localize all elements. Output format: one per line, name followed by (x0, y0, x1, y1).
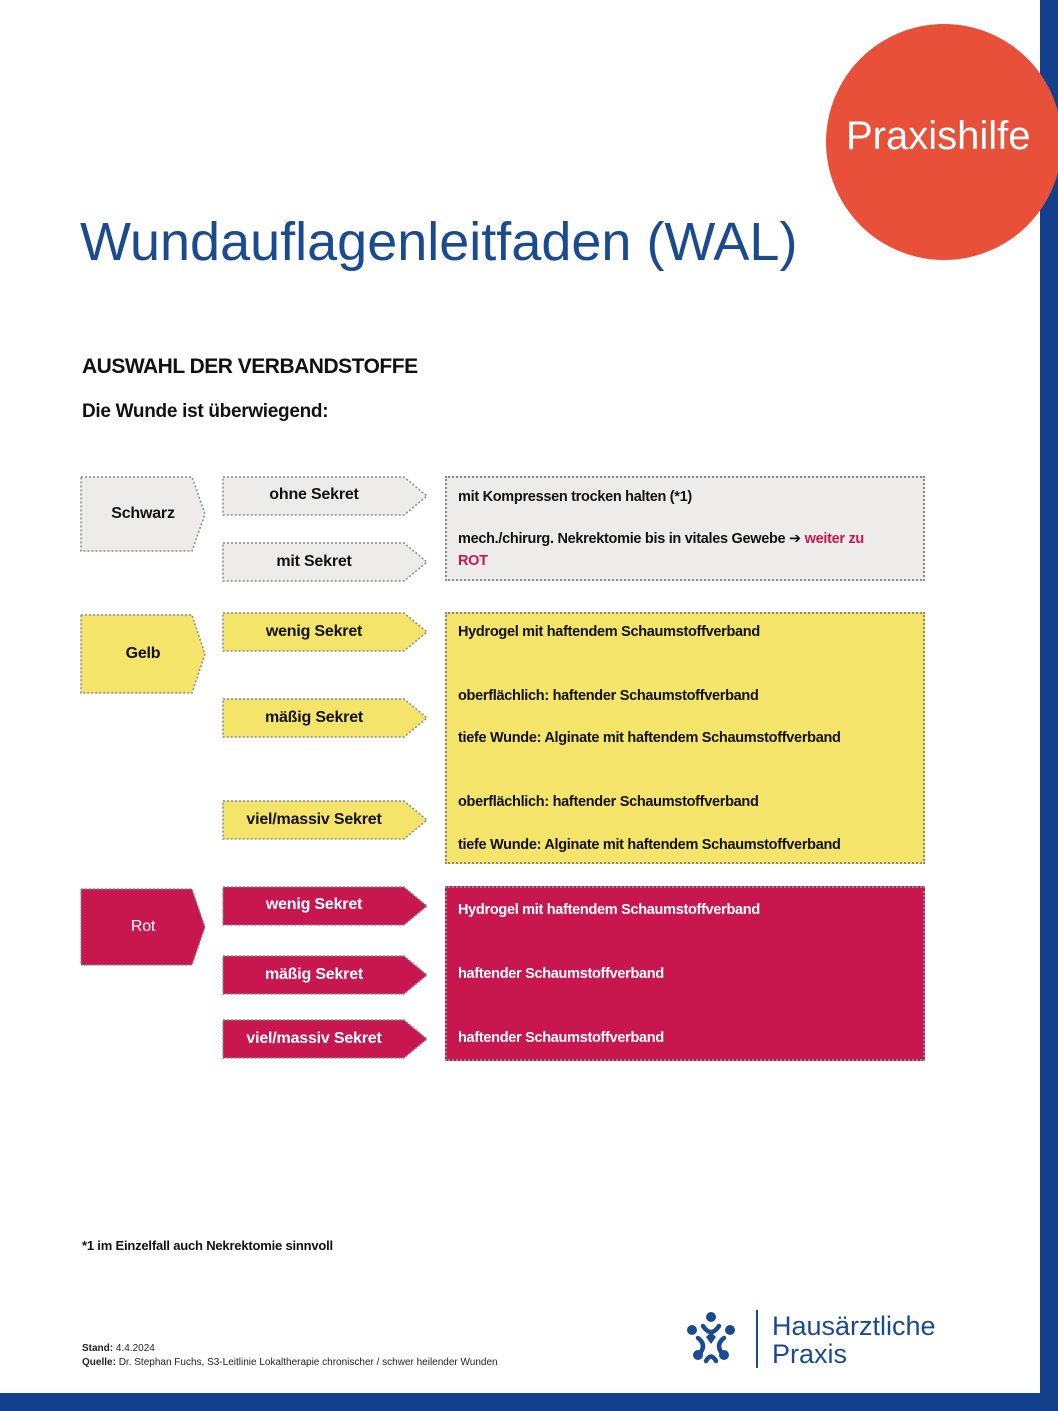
category-rot (80, 888, 206, 966)
exudate-rot-viel-massiv-sekret (222, 1019, 428, 1059)
category-schwarz (80, 476, 206, 552)
exudate-gelb-maessig-sekret (222, 698, 428, 738)
logo-text-line1: Hausärztliche (772, 1311, 936, 1341)
exudate-rot-maessig-sekret (222, 955, 428, 995)
page-title: Wundauflagenleitfaden (WAL) (80, 212, 798, 272)
exudate-label: mit Sekret (276, 553, 352, 570)
logo-text-line2: Praxis (772, 1339, 848, 1369)
category-gelb (80, 614, 206, 694)
recommendation-text (458, 528, 864, 550)
exudate-schwarz-mit-sekret (222, 542, 428, 582)
stand-line (82, 1343, 155, 1354)
exudate-label: wenig Sekret (265, 896, 363, 913)
exudate-label: mäßig Sekret (264, 966, 364, 983)
exudate-gelb-viel-massiv-sekret (222, 800, 428, 840)
recommendation-text: mit Kompressen trocken halten (*1) (458, 489, 692, 505)
logo-divider (756, 1310, 758, 1368)
recommendation-text-main: mech./chirurg. Nekrektomie bis in vitales Gewebe ➔ (458, 531, 801, 547)
stand-label: Stand: (82, 1343, 114, 1354)
recommendation-text: oberflächlich: haftender Schaumstoffverband (458, 794, 759, 810)
bottom-edge-bar (0, 1393, 1058, 1411)
people-circle-logo-icon (680, 1308, 742, 1370)
footnote: *1 im Einzelfall auch Nekrektomie sinnvoll (82, 1238, 333, 1253)
badge-label: Praxishilfe (846, 114, 1031, 158)
recommendation-link-text-rot: ROT (458, 553, 488, 569)
exudate-label: viel/massiv Sekret (246, 1030, 382, 1047)
category-rot-label: Rot (130, 918, 156, 935)
exudate-label: mäßig Sekret (264, 709, 364, 726)
exudate-label: wenig Sekret (265, 623, 363, 640)
recommendation-text: tiefe Wunde: Alginate mit haftendem Schaumstoffverband (458, 730, 841, 746)
recommendation-text: haftender Schaumstoffverband (458, 1030, 664, 1046)
exudate-gelb-wenig-sekret (222, 612, 428, 652)
stand-value: 4.4.2024 (115, 1343, 155, 1354)
subheading: Die Wunde ist überwiegend: (82, 401, 329, 422)
recommendation-text: tiefe Wunde: Alginate mit haftendem Schaumstoffverband (458, 837, 841, 853)
category-gelb-label: Gelb (125, 645, 161, 662)
exudate-label: viel/massiv Sekret (246, 811, 382, 828)
quelle-label: Quelle: (82, 1357, 116, 1368)
recommendation-text: Hydrogel mit haftendem Schaumstoffverband (458, 624, 760, 640)
right-edge-bar (1040, 0, 1058, 1411)
recommendation-link-text: weiter zu (804, 531, 864, 547)
category-schwarz-label: Schwarz (111, 505, 175, 522)
section-heading: AUSWAHL DER VERBANDSTOFFE (82, 355, 418, 378)
exudate-schwarz-ohne-sekret (222, 476, 428, 516)
recommendation-text: Hydrogel mit haftendem Schaumstoffverband (458, 902, 760, 918)
exudate-label: ohne Sekret (269, 486, 359, 503)
recommendation-text: haftender Schaumstoffverband (458, 966, 664, 982)
recommendation-text: oberflächlich: haftender Schaumstoffverband (458, 688, 759, 704)
quelle-line (82, 1357, 498, 1368)
quelle-value: Dr. Stephan Fuchs, S3-Leitlinie Lokaltherapie chronischer / schwer heilender Wunden (118, 1357, 498, 1368)
exudate-rot-wenig-sekret (222, 886, 428, 926)
